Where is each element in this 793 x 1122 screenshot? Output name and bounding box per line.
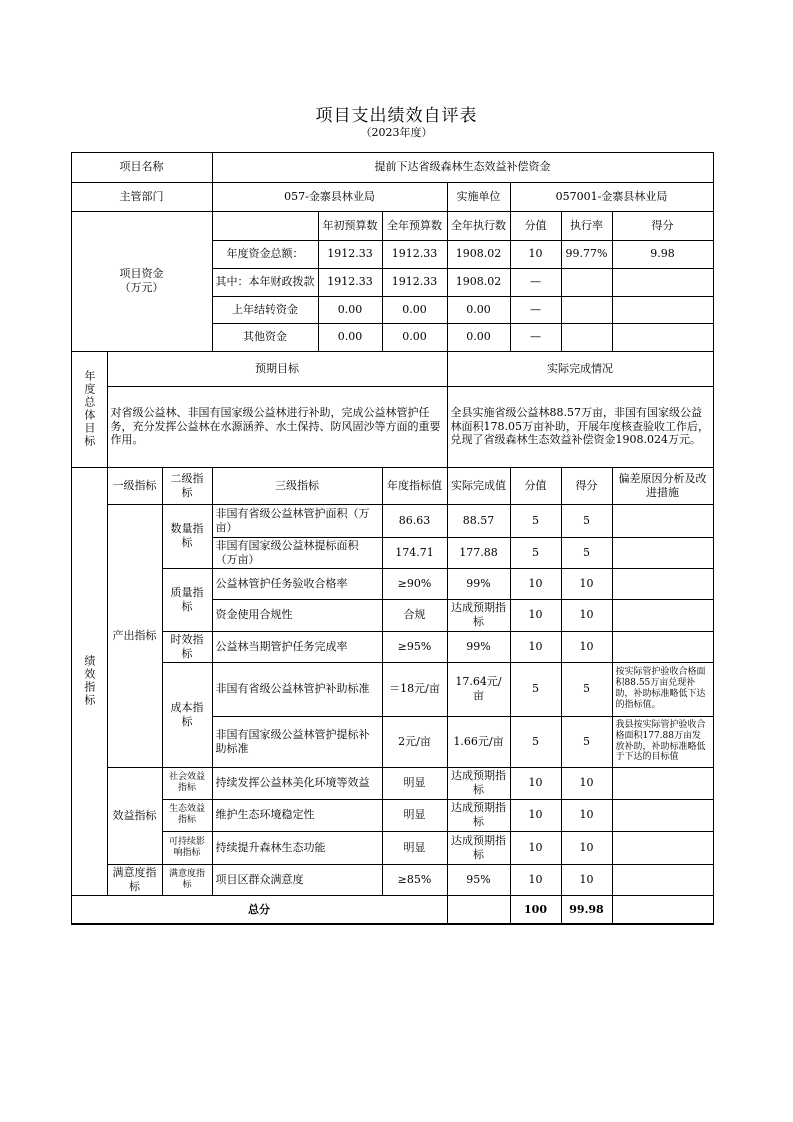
indicator-score: 10 <box>561 799 613 832</box>
indicator-target: 明显 <box>382 831 448 865</box>
indicator-actual: 达成预期指标 <box>447 767 511 800</box>
indicator-note <box>612 537 714 569</box>
funds-row-value: 99.77% <box>561 240 613 269</box>
indicator-note <box>612 767 714 800</box>
indicator-note: 我县按实际管护验收合格面积177.88万亩发放补助，补助标准略低于下达的目标值 <box>612 716 714 768</box>
funds-row-value: — <box>510 296 562 324</box>
indicator-name: 持续提升森林生态功能 <box>212 831 383 865</box>
funds-row-value: 0.00 <box>382 296 448 324</box>
indicator-name: 资金使用合规性 <box>212 599 383 632</box>
indicator-actual: 99% <box>447 568 511 600</box>
indicator-name: 非国有省级公益林管护补助标准 <box>212 662 383 717</box>
indicator-name: 项目区群众满意度 <box>212 864 383 896</box>
indicator-target: ≥95% <box>382 631 448 663</box>
unit-value: 057001-金寨县林业局 <box>510 182 714 212</box>
funds-row-label: 年度资金总额： <box>212 240 319 269</box>
indicator-target: 明显 <box>382 767 448 800</box>
indicator-actual: 达成预期指标 <box>447 831 511 865</box>
funds-label: 项目资金 （万元） <box>71 211 213 352</box>
indicator-header-4: 实际完成值 <box>447 467 511 505</box>
indicator-target: 2元/亩 <box>382 716 448 768</box>
level1-benefit: 效益指标 <box>107 767 163 865</box>
indicator-actual: 88.57 <box>447 504 511 538</box>
funds-row-value <box>612 268 714 297</box>
actual-result-text: 全县实施省级公益林88.57万亩，非国有国家级公益林面积178.05万亩补助，开展年度核查验收工作后，兑现了省级森林生态效益补偿资金1908.024万元。 <box>447 386 714 468</box>
indicator-note <box>612 631 714 663</box>
indicator-actual: 17.64元/亩 <box>447 662 511 717</box>
funds-row-value: 10 <box>510 240 562 269</box>
indicator-target: 86.63 <box>382 504 448 538</box>
funds-header-4: 执行率 <box>561 211 613 241</box>
funds-row-value: 0.00 <box>382 323 448 352</box>
funds-row-value <box>561 323 613 352</box>
total-note-blank <box>612 895 714 925</box>
indicator-actual: 达成预期指标 <box>447 599 511 632</box>
level2-sustainable: 可持续影响指标 <box>162 831 213 865</box>
level2-cost: 成本指标 <box>162 662 213 768</box>
funds-row-value: 1912.33 <box>318 240 383 269</box>
total-score: 99.98 <box>561 895 613 925</box>
funds-header-blank <box>212 211 319 241</box>
funds-row-value <box>612 296 714 324</box>
level2-quality: 质量指标 <box>162 568 213 632</box>
indicator-target: ≥90% <box>382 568 448 600</box>
indicator-score-max: 10 <box>510 568 562 600</box>
indicator-score-max: 5 <box>510 537 562 569</box>
actual-result-header: 实际完成情况 <box>447 351 714 387</box>
indicator-note <box>612 864 714 896</box>
funds-row-value: 0.00 <box>318 323 383 352</box>
dept-label: 主管部门 <box>71 182 213 212</box>
indicator-score: 5 <box>561 537 613 569</box>
unit-label: 实施单位 <box>447 182 511 212</box>
expected-goal-header: 预期目标 <box>107 351 448 387</box>
funds-row-value <box>612 323 714 352</box>
indicator-actual: 达成预期指标 <box>447 799 511 832</box>
indicator-header-1: 二级指标 <box>162 467 213 505</box>
funds-row-label: 上年结转资金 <box>212 296 319 324</box>
total-label: 总分 <box>71 895 448 925</box>
indicator-note <box>612 568 714 600</box>
funds-row-value: 1908.02 <box>447 240 511 269</box>
funds-row-value: 0.00 <box>318 296 383 324</box>
indicator-score: 10 <box>561 767 613 800</box>
indicator-name: 公益林管护任务验收合格率 <box>212 568 383 600</box>
indicator-note: 按实际管护验收合格面积88.55万亩兑现补助，补助标准略低下达的指标值。 <box>612 662 714 717</box>
level2-satisfaction: 满意度指标 <box>162 864 213 896</box>
indicator-actual: 95% <box>447 864 511 896</box>
indicator-target: 明显 <box>382 799 448 832</box>
indicator-score: 5 <box>561 716 613 768</box>
page-title: 项目支出绩效自评表 <box>315 106 478 126</box>
indicator-target: ≥85% <box>382 864 448 896</box>
dept-value: 057-金寨县林业局 <box>212 182 448 212</box>
total-blank <box>447 895 511 925</box>
indicator-score-max: 10 <box>510 767 562 800</box>
indicator-score-max: 10 <box>510 631 562 663</box>
indicator-header-2: 三级指标 <box>212 467 383 505</box>
indicator-header-7: 偏差原因分析及改进措施 <box>612 467 714 505</box>
level1-satisfaction: 满意度指标 <box>107 864 163 896</box>
indicator-name: 非国有省级公益林管护面积（万亩） <box>212 504 383 538</box>
indicator-actual: 1.66元/亩 <box>447 716 511 768</box>
indicator-score: 10 <box>561 631 613 663</box>
level2-quantity: 数量指标 <box>162 504 213 569</box>
indicator-score-max: 10 <box>510 831 562 865</box>
level2-social: 社会效益指标 <box>162 767 213 800</box>
indicator-score: 5 <box>561 504 613 538</box>
indicator-header-0: 一级指标 <box>107 467 163 505</box>
page-subtitle-year: （2023年度） <box>360 126 433 139</box>
indicator-score-max: 10 <box>510 599 562 632</box>
level1-output: 产出指标 <box>107 504 163 768</box>
funds-row-value <box>561 296 613 324</box>
indicator-note <box>612 599 714 632</box>
funds-row-value: 9.98 <box>612 240 714 269</box>
indicator-target: 174.71 <box>382 537 448 569</box>
indicator-score: 10 <box>561 864 613 896</box>
funds-row-label: 其中：本年财政拨款 <box>212 268 319 297</box>
indicator-note <box>612 799 714 832</box>
indicator-header-3: 年度指标值 <box>382 467 448 505</box>
expected-goal-text: 对省级公益林、非国有国家级公益林进行补助，完成公益林管护任务，充分发挥公益林在水源涵养、水土保持、防风固沙等方面的重要作用。 <box>107 386 448 468</box>
funds-row-value: — <box>510 323 562 352</box>
funds-header-3: 分值 <box>510 211 562 241</box>
indicator-target: ＝18元/亩 <box>382 662 448 717</box>
indicator-name: 公益林当期管护任务完成率 <box>212 631 383 663</box>
indicator-note <box>612 831 714 865</box>
indicator-score-max: 5 <box>510 716 562 768</box>
indicator-name: 非国有国家级公益林管护提标补助标准 <box>212 716 383 768</box>
funds-header-5: 得分 <box>612 211 714 241</box>
funds-row-value: 1912.33 <box>318 268 383 297</box>
indicator-score: 10 <box>561 599 613 632</box>
funds-row-value <box>561 268 613 297</box>
funds-header-2: 全年执行数 <box>447 211 511 241</box>
indicator-header-6: 得分 <box>561 467 613 505</box>
indicator-actual: 177.88 <box>447 537 511 569</box>
indicators-label: 绩效指标 <box>71 467 108 896</box>
funds-header-0: 年初预算数 <box>318 211 383 241</box>
indicator-name: 维护生态环境稳定性 <box>212 799 383 832</box>
project-name-value: 提前下达省级森林生态效益补偿资金 <box>212 152 714 183</box>
funds-row-value: — <box>510 268 562 297</box>
indicator-name: 非国有国家级公益林提标面积（万亩） <box>212 537 383 569</box>
project-name-label: 项目名称 <box>71 152 213 183</box>
indicator-score-max: 10 <box>510 799 562 832</box>
funds-row-value: 0.00 <box>447 296 511 324</box>
indicator-note <box>612 504 714 538</box>
indicator-target: 合规 <box>382 599 448 632</box>
funds-row-label: 其他资金 <box>212 323 319 352</box>
indicator-name: 持续发挥公益林美化环境等效益 <box>212 767 383 800</box>
level2-timeliness: 时效指标 <box>162 631 213 663</box>
total-score-max: 100 <box>510 895 562 925</box>
funds-row-value: 1908.02 <box>447 268 511 297</box>
indicator-header-5: 分值 <box>510 467 562 505</box>
indicator-score: 10 <box>561 568 613 600</box>
indicator-score-max: 5 <box>510 504 562 538</box>
level2-ecological: 生态效益指标 <box>162 799 213 832</box>
funds-row-value: 1912.33 <box>382 240 448 269</box>
indicator-score-max: 5 <box>510 662 562 717</box>
funds-row-value: 1912.33 <box>382 268 448 297</box>
funds-header-1: 全年预算数 <box>382 211 448 241</box>
indicator-actual: 99% <box>447 631 511 663</box>
indicator-score-max: 10 <box>510 864 562 896</box>
funds-row-value: 0.00 <box>447 323 511 352</box>
goals-label: 年度总体目标 <box>71 351 108 468</box>
indicator-score: 5 <box>561 662 613 717</box>
indicator-score: 10 <box>561 831 613 865</box>
